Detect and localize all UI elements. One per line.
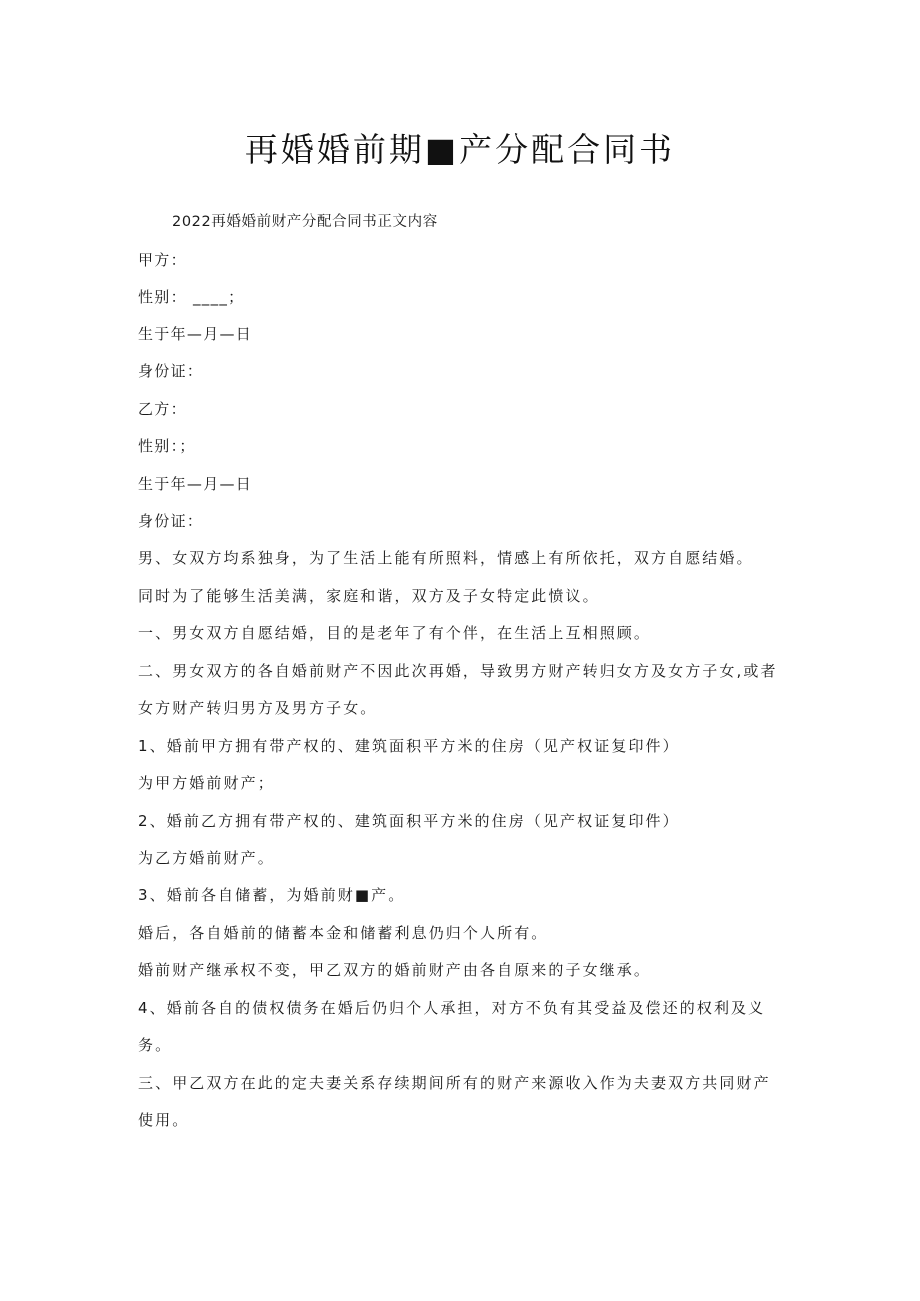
party-a-id: 身份证： — [138, 362, 204, 380]
party-b-gender: 性别：； — [138, 437, 196, 455]
party-a-gender: 性别： ____； — [138, 288, 245, 306]
party-a-label: 甲方： — [138, 251, 187, 269]
paragraph-line: 男、女双方均系独身，为了生活上能有所照料，情感上有所依托，双方自愿结婚。 — [138, 549, 754, 567]
item-1-continued: 为甲方婚前财产； — [138, 774, 275, 792]
party-b-birthdate: 生于年—月—日 — [138, 475, 253, 493]
party-a-birthdate: 生于年—月—日 — [138, 325, 253, 343]
item-2: 2、婚前乙方拥有带产权的、建筑面积平方米的住房（见产权证复印件） — [138, 812, 680, 830]
clause-2: 二、男女双方的各自婚前财产不因此次再婚，导致男方财产转归女方及女方子女,或者 — [138, 662, 778, 680]
paragraph-line: 同时为了能够生活美满，家庭和谐，双方及子女特定此愤议。 — [138, 587, 600, 605]
document-title: 再婚婚前期■产分配合同书 — [244, 130, 676, 169]
item-1: 1、婚前甲方拥有带产权的、建筑面积平方米的住房（见产权证复印件） — [138, 737, 680, 755]
item-3-detail: 婚后，各自婚前的储蓄本金和储蓄利息仍归个人所有。 — [138, 924, 549, 942]
item-4-continued: 务。 — [138, 1036, 173, 1054]
party-b-id: 身份证： — [138, 512, 204, 530]
clause-3-continued: 使用。 — [138, 1111, 190, 1129]
item-2-continued: 为乙方婚前财产。 — [138, 849, 275, 867]
clause-1: 一、男女双方自愿结婚，目的是老年了有个伴，在生活上互相照顾。 — [138, 624, 652, 642]
item-3-inheritance: 婚前财产继承权不变，甲乙双方的婚前财产由各自原来的子女继承。 — [138, 961, 652, 979]
document-subtitle: 2022再婚婚前财产分配合同书正文内容 — [172, 214, 438, 230]
item-4: 4、婚前各自的债权债务在婚后仍归个人承担，对方不负有其受益及偿还的权利及义 — [138, 999, 766, 1017]
item-3: 3、婚前各自储蓄，为婚前财■产。 — [138, 886, 406, 904]
clause-3: 三、甲乙双方在此的定夫妻关系存续期间所有的财产来源收入作为夫妻双方共同财产 — [138, 1074, 771, 1092]
clause-2-continued: 女方财产转归男方及男方子女。 — [138, 699, 378, 717]
party-b-label: 乙方： — [138, 400, 187, 418]
